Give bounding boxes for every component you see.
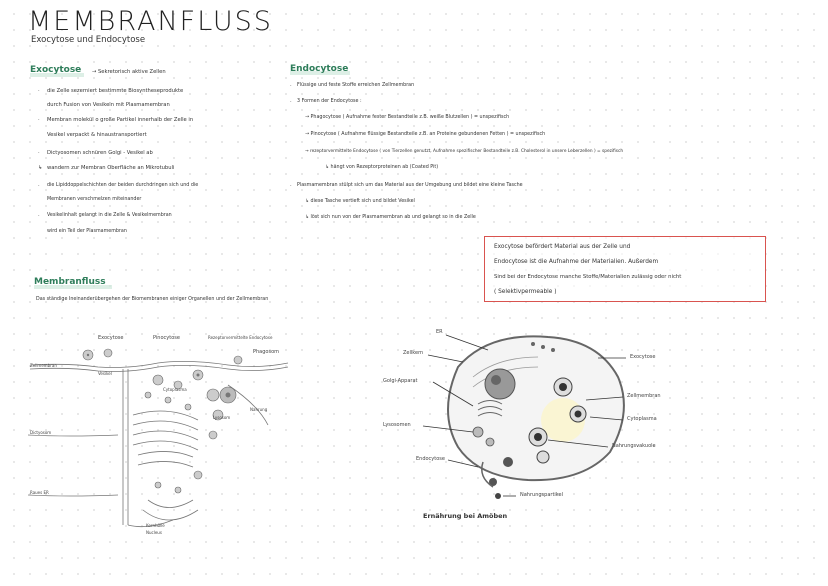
summary-line: Sind bei der Endocytose manche Stoffe/Materialien zulässig oder nicht xyxy=(494,274,682,280)
exo-line: die Lipiddoppelschichten der beiden durchdringen sich und die xyxy=(47,183,199,188)
fig-label-nahrungsvakuole: Nahrungsvakuole xyxy=(612,443,656,449)
fig-label: Zellmembran xyxy=(30,363,57,368)
fig-label-exocytose: Exocytose xyxy=(630,354,656,360)
exo-bullet: · xyxy=(38,183,40,189)
fig-label-endocytose: Endocytose xyxy=(416,456,445,462)
endo-line: Plasmamembran stülpt sich um das Material aus der Umgebung und bildet eine kleine Tasche xyxy=(297,183,523,188)
exo-line: Membranen verschmelzen miteinander xyxy=(47,197,142,202)
fig-label: Vesikel xyxy=(98,371,112,376)
page-subtitle: Exocytose und Endocytose xyxy=(31,35,146,45)
endocytose-heading: Endocytose xyxy=(290,64,349,74)
membrane-flow-figure xyxy=(28,325,296,540)
endo-line: 3 Formen der Endocytose : xyxy=(297,99,362,104)
fig-label-zellkern: Zellkern xyxy=(403,350,424,356)
exocytose-arrow-note: → Sekretorisch aktive Zellen xyxy=(92,69,166,75)
fig-label: Exocytose xyxy=(98,335,124,341)
endo-bullet: · xyxy=(290,83,292,89)
fig-label: Nahrung xyxy=(250,407,268,412)
exo-line: die Zelle sezerniert bestimmte Biosyntheseprodukte xyxy=(47,88,184,94)
fig-label-nahrungspartikel: Nahrungspartikel xyxy=(520,492,563,498)
membrane-flow-diagram xyxy=(28,325,296,540)
endo-line: ↳ löst sich nun von der Plasmamembran ab und gelangt so in die Zelle xyxy=(305,215,476,220)
exo-arrow-icon: ↳ xyxy=(38,165,43,171)
exo-bullet: · xyxy=(38,117,40,123)
figure-caption: Ernährung bei Amöben xyxy=(423,512,508,520)
summary-line: Endocytose ist die Aufnahme der Materialien. Außerdem xyxy=(494,259,659,265)
fig-label-cytoplasma: Cytoplasma xyxy=(627,416,657,422)
exo-bullet: · xyxy=(38,213,40,219)
amoeba-cell-diagram xyxy=(378,322,708,532)
endo-line: ↳ hängt von Rezeptorproteinen ab (Coated Pit) xyxy=(325,165,439,170)
page-title: MEMBRANFLUSS xyxy=(28,6,273,37)
exo-bullet: · xyxy=(38,88,40,94)
exo-bullet: · xyxy=(38,150,40,156)
summary-line: Exocytose befördert Material aus der Zelle und xyxy=(494,244,631,250)
fig-label: Kernhülle xyxy=(146,523,165,528)
fig-label: Pinocytose xyxy=(153,335,180,341)
fig-label: Cytoplasma xyxy=(163,387,187,392)
fig-label: Dictyosom xyxy=(30,430,52,435)
amoeba-figure xyxy=(378,322,708,532)
endo-line: → Pinocytose ( Aufnahme flüssige Bestandteile z.B. an Proteine gebundenen Fetten ) = unspezifisch xyxy=(305,132,546,137)
endo-line: → Phagocytose ( Aufnahme fester Bestandteile z.B. weiße Blutzellen ) = unspezifisch xyxy=(305,115,510,120)
summary-box xyxy=(484,236,766,302)
exo-line: Vesikel verpackt & hinaustransportiert xyxy=(47,132,147,138)
exo-line: wandern zur Membran Oberfläche an Mikrotubuli xyxy=(47,165,175,171)
exo-line: wird ein Teil der Plasmamembran xyxy=(47,229,127,234)
fig-label: Raues ER xyxy=(30,490,49,495)
exo-line: Dictyosomen schnüren Golgi - Vesikel ab xyxy=(47,150,153,156)
fig-label-lysosomen: Lysosomen xyxy=(383,422,411,428)
fig-label: Lysosom xyxy=(213,415,231,420)
endo-line: Flüssige und feste Stoffe erreichen Zellmembran xyxy=(297,83,415,88)
summary-line: ( Selektivpermeable ) xyxy=(494,289,557,295)
fig-label-golgi: Golgi-Apparat xyxy=(383,378,418,384)
fig-label-er: ER xyxy=(436,329,443,335)
membranfluss-line: Das ständige Ineinanderübergehen der Biomembranen einiger Organellen und der Zellmembran xyxy=(36,297,269,302)
exo-line: Membran molekül o große Partikel innerhalb der Zelle in xyxy=(47,117,194,123)
exocytose-heading: Exocytose xyxy=(30,65,82,75)
endo-bullet: · xyxy=(290,99,292,105)
exo-line: Vesikelinhalt gelangt in die Zelle & Vesikelmembran xyxy=(47,213,172,218)
fig-label-zellmembran: Zellmembran xyxy=(627,393,661,399)
membranfluss-heading: Membranfluss xyxy=(34,277,106,287)
fig-label: Phagosom xyxy=(253,349,280,355)
fig-label: Rezeptorvermittelte Endocytose xyxy=(208,335,273,340)
endo-line: ↳ diese Tasche vertieft sich und bildet Vesikel xyxy=(305,199,415,204)
endo-line: → rezeptorvermittelte Endocytose ( von Tierzellen genutzt, Aufnahme spezifischer Bestandteile z.B. Cholesterol in unsere Leberzellen ) = spezifisch xyxy=(305,149,624,154)
fig-label: Nucleus xyxy=(146,530,162,535)
endo-bullet: · xyxy=(290,183,292,189)
exo-line: durch Fusion von Vesikeln mit Plasmamembran xyxy=(47,102,170,108)
